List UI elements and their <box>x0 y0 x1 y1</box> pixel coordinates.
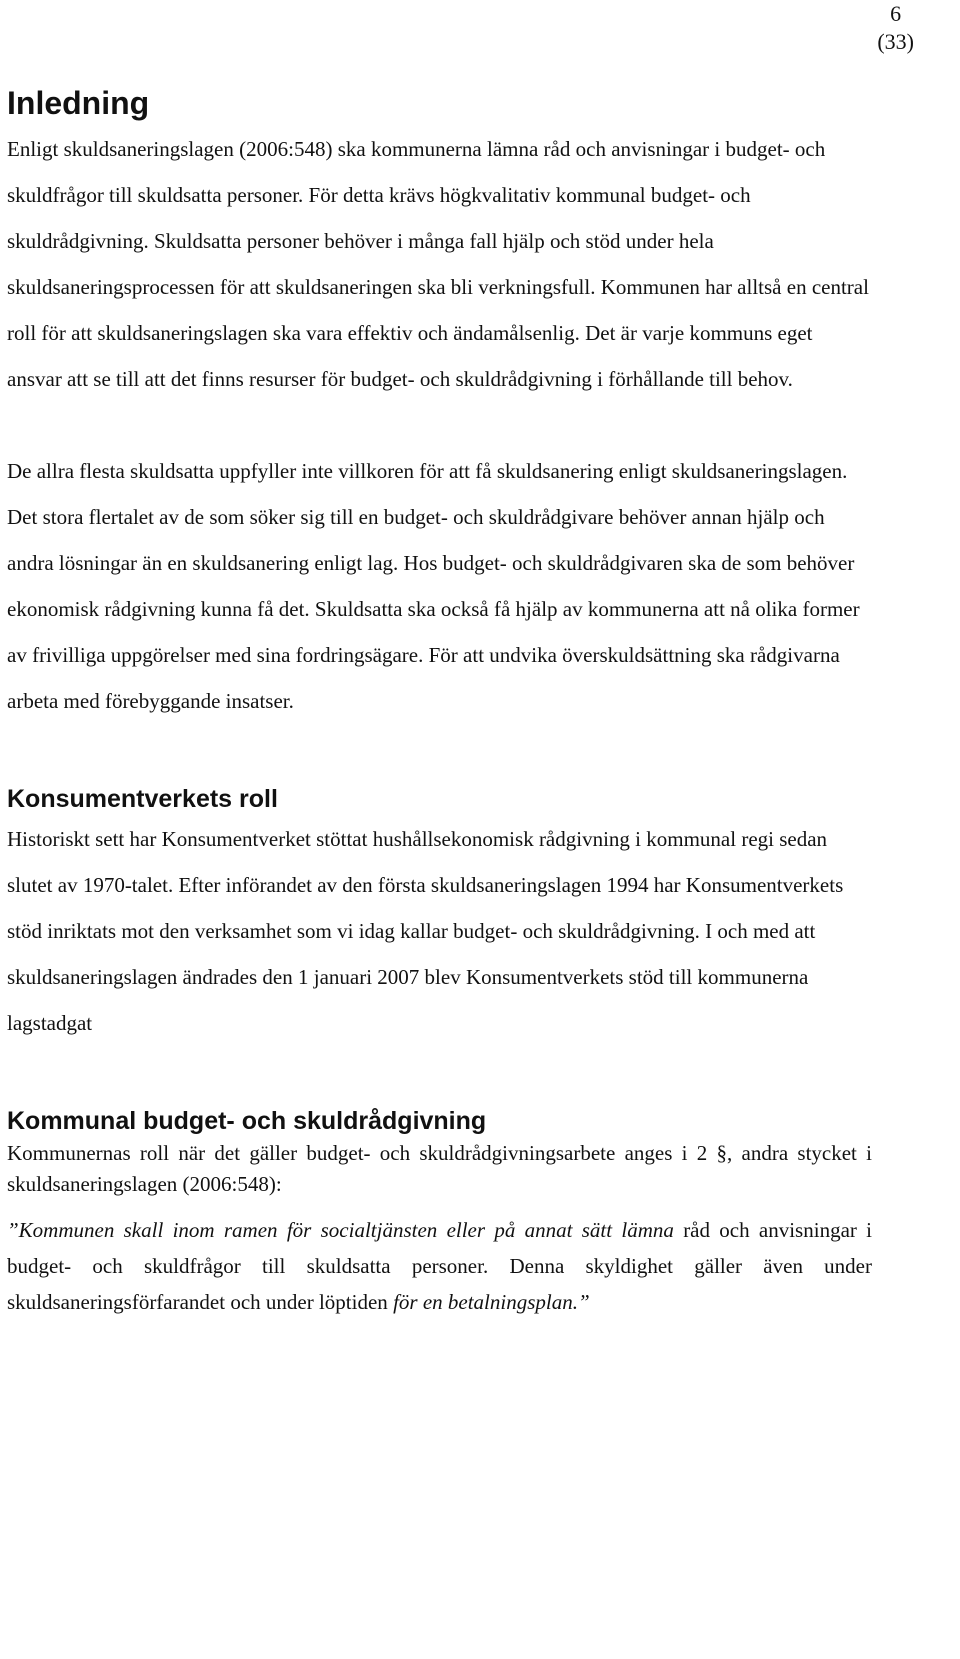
law-quote <box>7 1212 872 1320</box>
page-number-total: (33) <box>877 29 914 54</box>
section-konsumentverkets-roll <box>7 782 872 1046</box>
paragraph-kommunal-intro: Kommunernas roll när det gäller budget- och skuldrådgivningsarbete anges i 2 §, andra stycket i skuldsaneringslagen (2006:548): <box>7 1141 872 1196</box>
law-quote-italic-end: för en betalningsplan.” <box>393 1290 590 1314</box>
page-number-current: 6 <box>890 1 902 26</box>
heading-konsumentverkets-roll: Konsumentverkets roll <box>7 785 278 813</box>
paragraph-inledning-1: Enligt skuldsaneringslagen (2006:548) ska kommunerna lämna råd och anvisningar i budget- och skuldfrågor till skuldsatta personer. För detta krävs högkvalitativ kommunal budget- och skuldrådgivning. Skuldsatta personer behöver i många fall hjälp och stöd under hela skuldsaneringsprocessen för att skuldsaneringen ska bli verkningsfull. Kommunen har alltså en central roll för att skuldsaneringslagen ska vara effektiv och ändamålsenlig. Det är varje kommuns eget ansvar att se till att det finns resurser för budget- och skuldrådgivning i förhållande till behov. <box>7 137 869 391</box>
paragraph-konsumentverket-1: Historiskt sett har Konsumentverket stöttat hushållsekonomisk rådgivning i kommunal regi sedan slutet av 1970-talet. Efter införandet av den första skuldsaneringslagen 1994 har Konsumentverkets stöd inriktats mot den verksamhet som vi idag kallar budget- och skuldrådgivning. I och med att skuldsaneringslagen ändrades den 1 januari 2007 blev Konsumentverkets stöd till kommunerna lagstadgat <box>7 827 844 1035</box>
section-spacer <box>7 724 872 782</box>
heading-kommunal-budget: Kommunal budget- och skuldrådgivning <box>7 1107 487 1135</box>
law-quote-regular: råd och anvisningar i budget- och skuldfrågor till skuldsatta personer. Denna skyldighet gäller även under skuldsaneringsförfarandet och under löptiden <box>7 1218 873 1314</box>
section-spacer <box>7 1046 872 1104</box>
document-body <box>7 80 872 1320</box>
paragraph-inledning-2: De allra flesta skuldsatta uppfyller inte villkoren för att få skuldsanering enligt skuldsaneringslagen. Det stora flertalet av de som söker sig till en budget- och skuldrådgivare behöver annan hjälp och andra lösningar än en skuldsanering enligt lag. Hos budget- och skuldrådgivaren ska de som behöver ekonomisk rådgivning kunna få det. Skuldsatta ska också få hjälp av kommunerna att nå olika former av frivilliga uppgörelser med sina fordringsägare. För att undvika överskuldsättning ska rådgivarna arbeta med förebyggande insatser. <box>7 459 860 713</box>
law-quote-italic-start: ”Kommunen skall inom ramen för socialtjänsten eller på annat sätt lämna <box>7 1218 674 1242</box>
quote-spacer <box>7 1200 872 1212</box>
heading-inledning: Inledning <box>7 85 150 121</box>
section-inledning <box>7 80 872 724</box>
page-number <box>877 0 914 56</box>
paragraph-spacer <box>7 402 872 448</box>
section-kommunal-budget-och-skuldradgivning <box>7 1104 872 1320</box>
